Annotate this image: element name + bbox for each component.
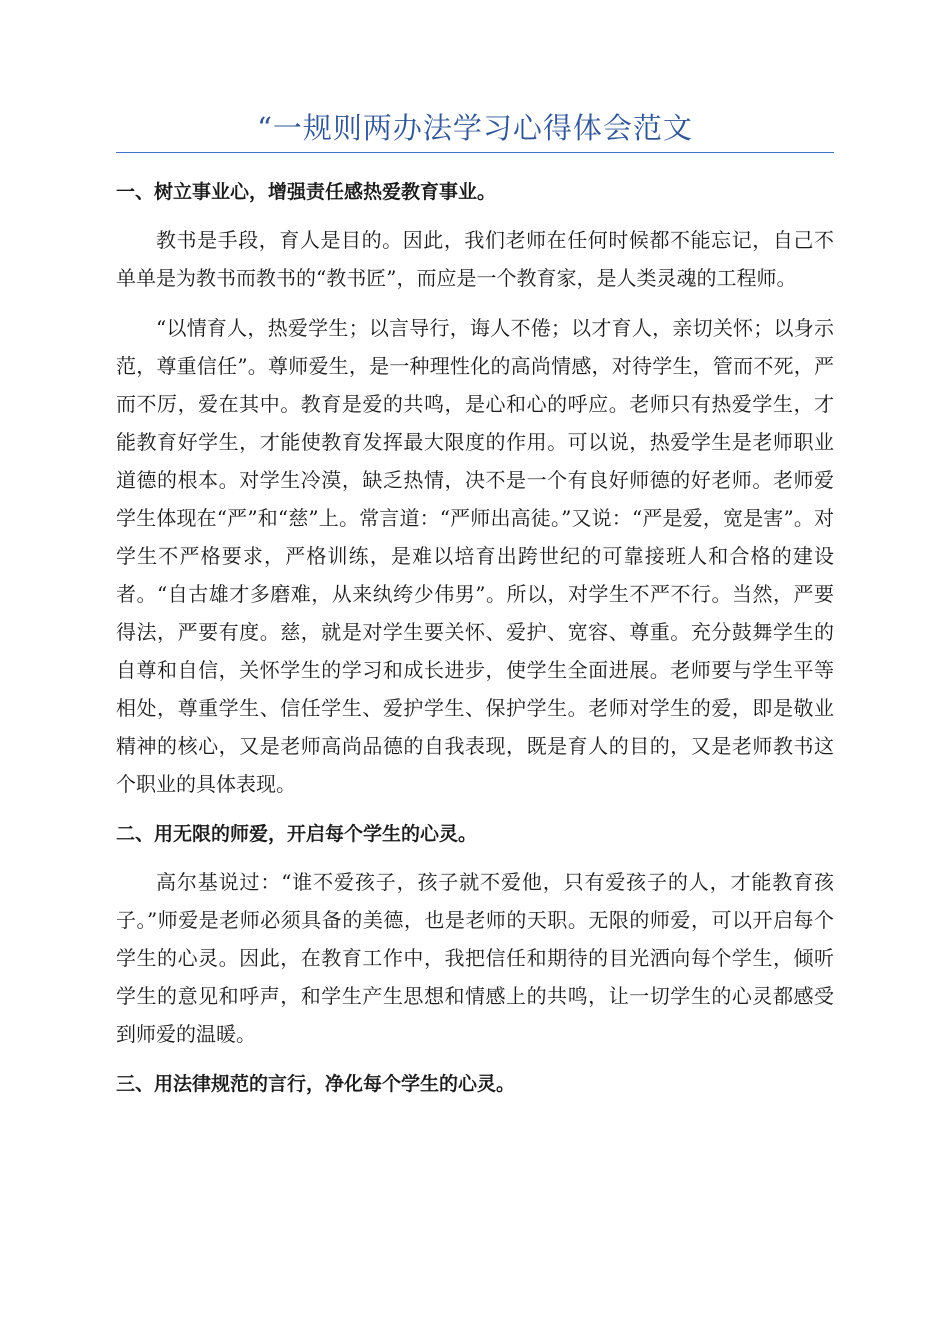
paragraph: 高尔基说过：“谁不爱孩子，孩子就不爱他，只有爱孩子的人，才能教育孩子。”师爱是老师必须具备的美德，也是老师的天职。无限的师爱，可以开启每个学生的心灵。因此，在教育工作中，我把信任和期待的目光洒向每个学生，倾听学生的意见和呼声，和学生产生思想和情感上的共鸣，让一切学生的心灵都感受到师爱的温暖。	[116, 870, 834, 1046]
section-heading: 三、用法律规范的言行，净化每个学生的心灵。	[116, 1073, 516, 1095]
document-page	[116, 108, 834, 1113]
section-3	[116, 1065, 834, 1103]
section-heading: 二、用无限的师爱，开启每个学生的心灵。	[116, 823, 478, 845]
section-2	[116, 815, 834, 1053]
section-heading: 一、树立事业心，增强责任感热爱教育事业。	[116, 181, 497, 203]
paragraph: “以情育人，热爱学生；以言导行，诲人不倦；以才育人，亲切关怀；以身示范，尊重信任”。尊师爱生，是一种理性化的高尚情感，对待学生，管而不死，严而不厉，爱在其中。教育是爱的共鸣，是心和心的呼应。老师只有热爱学生，才能教育好学生，才能使教育发挥最大限度的作用。可以说，热爱学生是老师职业道德的根本。对学生冷漠，缺乏热情，决不是一个有良好师德的好老师。老师爱学生体现在“严”和“慈”上。常言道：“严师出高徒。”又说：“严是爱，宽是害”。对学生不严格要求，严格训练，是难以培育出跨世纪的可靠接班人和合格的建设者。“自古雄才多磨难，从来纨绔少伟男”。所以，对学生不严不行。当然，严要得法，严要有度。慈，就是对学生要关怀、爱护、宽容、尊重。充分鼓舞学生的自尊和自信，关怀学生的学习和成长进步，使学生全面进展。老师要与学生平等相处，尊重学生、信任学生、爱护学生、保护学生。老师对学生的爱，即是敬业精神的核心，又是老师高尚品德的自我表现，既是育人的目的，又是老师教书这个职业的具体表现。	[116, 316, 834, 796]
paragraph: 教书是手段，育人是目的。因此，我们老师在任何时候都不能忘记，自己不单单是为教书而教书的“教书匠”，而应是一个教育家，是人类灵魂的工程师。	[116, 228, 834, 290]
title-underline	[116, 152, 834, 153]
document-title: “一规则两办法学习心得体会范文	[257, 111, 693, 145]
section-1	[116, 173, 834, 803]
